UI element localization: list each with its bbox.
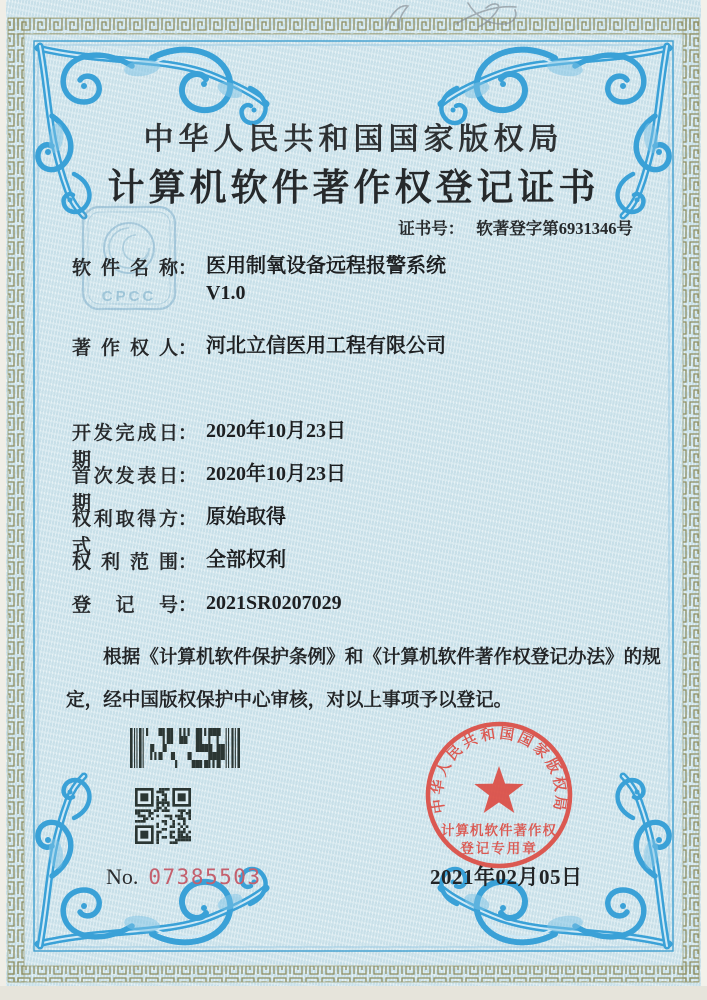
software-version-value: V1.0 [206,282,246,304]
official-seal [420,716,578,874]
watermark-label: CPCC [101,288,157,305]
field-rights-scope [72,547,286,574]
field-label: 登记号 [72,595,178,616]
field-label: 权利范围 [72,552,178,573]
seal-line1: 计算机软件著作权 [441,823,557,838]
field-label: 权利取得方式 [72,509,178,557]
field-value: 2021SR0207029 [206,592,342,614]
registration-statement: 根据《计算机软件保护条例》和《计算机软件著作权登记办法》的规定，经中国版权保护中心审核，对以上事项予以登记。 [66,646,661,710]
software-name-value: 医用制氧设备远程报警系统 [206,255,447,277]
field-label: 开发完成日期 [72,423,178,471]
barcode [130,728,240,768]
field-label: 著作权人 [72,338,178,359]
field-colon: ： [178,595,198,616]
field-value: 原始取得 [206,506,287,528]
seal-star-icon [474,766,523,813]
field-colon: ： [178,258,198,279]
field-value: 2020年10月23日 [206,420,347,442]
field-value: 全部权利 [206,549,287,571]
field-software-name [72,253,446,307]
field-label: 软件名称 [72,258,178,279]
field-colon: ： [178,552,198,573]
pencil-marks-icon [290,0,550,36]
field-value [206,253,446,307]
field-colon: ： [178,509,198,530]
certificate-number-value: 软著登字第6931346号 [476,219,633,238]
field-label: 首次发表日期 [72,466,178,514]
serial-number-line [106,864,262,890]
serial-label: No. [106,864,139,889]
qr-code [135,788,191,844]
serial-value: 07385503 [148,865,262,889]
field-colon: ： [178,466,198,487]
seal-line2: 登记专用章 [460,841,538,856]
field-value: 河北立信医用工程有限公司 [206,335,447,357]
authority-name: 中华人民共和国国家版权局 [143,123,564,156]
certificate-title: 计算机软件著作权登记证书 [107,168,600,209]
field-registration-number [72,590,342,617]
field-value: 2020年10月23日 [206,463,347,485]
field-colon: ： [178,338,198,359]
field-copyright-owner [72,333,446,360]
seal-ring-text: 中华人民共和国国家版权局 [429,725,569,815]
certificate-number-line [398,215,633,239]
issue-date: 2021年02月05日 [430,865,583,889]
field-colon: ： [178,423,198,444]
certificate-number-label: 证书号： [398,219,465,238]
